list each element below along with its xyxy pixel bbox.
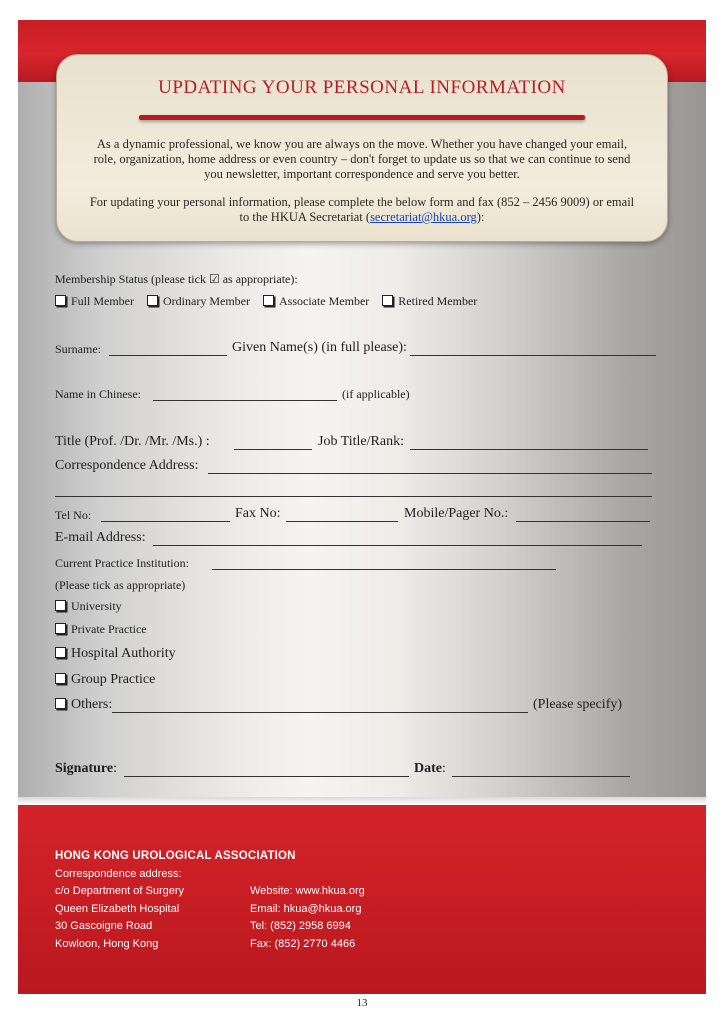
checkbox-icon[interactable] [55, 673, 66, 684]
checkbox-icon[interactable] [55, 600, 66, 611]
tick-note: (Please tick as appropriate) [55, 578, 186, 592]
checkbox-icon[interactable] [147, 295, 158, 306]
job-title-label: Job Title/Rank: [318, 434, 404, 449]
date-label: Date: [414, 761, 446, 776]
membership-label: Membership Status (please tick ☑ as appropriate): [55, 272, 298, 286]
practice-field[interactable] [212, 569, 556, 570]
option-full-member[interactable]: Full Member [55, 294, 134, 308]
others-field[interactable] [112, 712, 528, 713]
given-names-field[interactable] [410, 355, 656, 356]
band-divider [18, 797, 706, 805]
instructions-paragraph: For updating your personal information, please complete the below form and fax (852 – 2456 9009) or email to the HKUA Secretariat (secretariat@hkua.org): [89, 195, 635, 224]
tel-text: Tel: (852) 2958 6994 [250, 920, 351, 932]
option-associate-member[interactable]: Associate Member [263, 294, 369, 308]
practice-label: Current Practice Institution: [55, 556, 189, 570]
chinese-name-field[interactable] [153, 400, 337, 401]
checkbox-icon[interactable] [55, 698, 66, 709]
option-retired-member[interactable]: Retired Member [382, 294, 477, 308]
given-names-label: Given Name(s) (in full please): [232, 340, 407, 355]
checkbox-icon[interactable] [55, 647, 66, 658]
address-line: c/o Department of Surgery [55, 885, 185, 897]
surname-label: Surname: [55, 342, 101, 356]
fax-text: Fax: (852) 2770 4466 [250, 937, 356, 950]
intro-paragraph: As a dynamic professional, we know you are always on the move. Whether you have changed your email, role, organization, home address or even country – don't forget to update us so that we can continue to send you newsletter, important correspondence and serve you better. [93, 137, 631, 181]
organization-name: HONG KONG UROLOGICAL ASSOCIATION [55, 850, 296, 862]
email-label: E-mail Address: [55, 530, 146, 545]
footer-contacts [250, 883, 365, 953]
checkbox-icon[interactable] [263, 295, 274, 306]
checkbox-icon[interactable] [382, 295, 393, 306]
address-field-line2[interactable] [55, 496, 652, 497]
address-heading: Correspondence address: [55, 867, 182, 880]
option-others[interactable]: Others: [55, 697, 112, 713]
surname-field[interactable] [109, 355, 227, 356]
intro-banner [56, 54, 668, 242]
option-hospital-authority[interactable]: Hospital Authority [55, 646, 176, 662]
signature-field[interactable] [124, 776, 409, 777]
option-university[interactable]: University [55, 599, 122, 614]
secretariat-email-link[interactable]: secretariat@hkua.org [370, 210, 477, 224]
option-group-practice[interactable]: Group Practice [55, 672, 155, 688]
fax-field[interactable] [286, 521, 398, 522]
membership-options [55, 294, 487, 309]
title-field[interactable] [234, 449, 312, 450]
date-field[interactable] [452, 776, 630, 777]
address-line: Kowloon, Hong Kong [55, 937, 159, 950]
mobile-field[interactable] [516, 521, 650, 522]
fax-label: Fax No: [235, 506, 281, 521]
tel-field[interactable] [101, 521, 230, 522]
option-private-practice[interactable]: Private Practice [55, 622, 147, 637]
tel-label: Tel No: [55, 508, 92, 522]
address-line: 30 Gascoigne Road [55, 920, 153, 932]
please-specify-note: (Please specify) [533, 697, 623, 712]
page-number: 13 [356, 997, 368, 1009]
option-ordinary-member[interactable]: Ordinary Member [147, 294, 250, 308]
checkbox-icon[interactable] [55, 623, 66, 634]
chinese-name-label: Name in Chinese: [55, 387, 141, 401]
page-title: UPDATING YOUR PERSONAL INFORMATION [158, 77, 566, 98]
if-applicable-note: (if applicable) [342, 387, 410, 401]
address-label: Correspondence Address: [55, 458, 199, 473]
address-line: Queen Elizabeth Hospital [55, 902, 180, 915]
address-field-line1[interactable] [208, 473, 652, 474]
website-text[interactable]: Website: www.hkua.org [250, 885, 365, 897]
job-title-field[interactable] [410, 449, 648, 450]
title-underline [139, 115, 585, 120]
signature-label: Signature: [55, 761, 117, 776]
email-text[interactable]: Email: hkua@hkua.org [250, 902, 362, 915]
title-label: Title (Prof. /Dr. /Mr. /Ms.) : [55, 434, 210, 449]
mobile-label: Mobile/Pager No.: [404, 506, 509, 521]
email-field[interactable] [153, 545, 642, 546]
checkbox-icon[interactable] [55, 295, 66, 306]
